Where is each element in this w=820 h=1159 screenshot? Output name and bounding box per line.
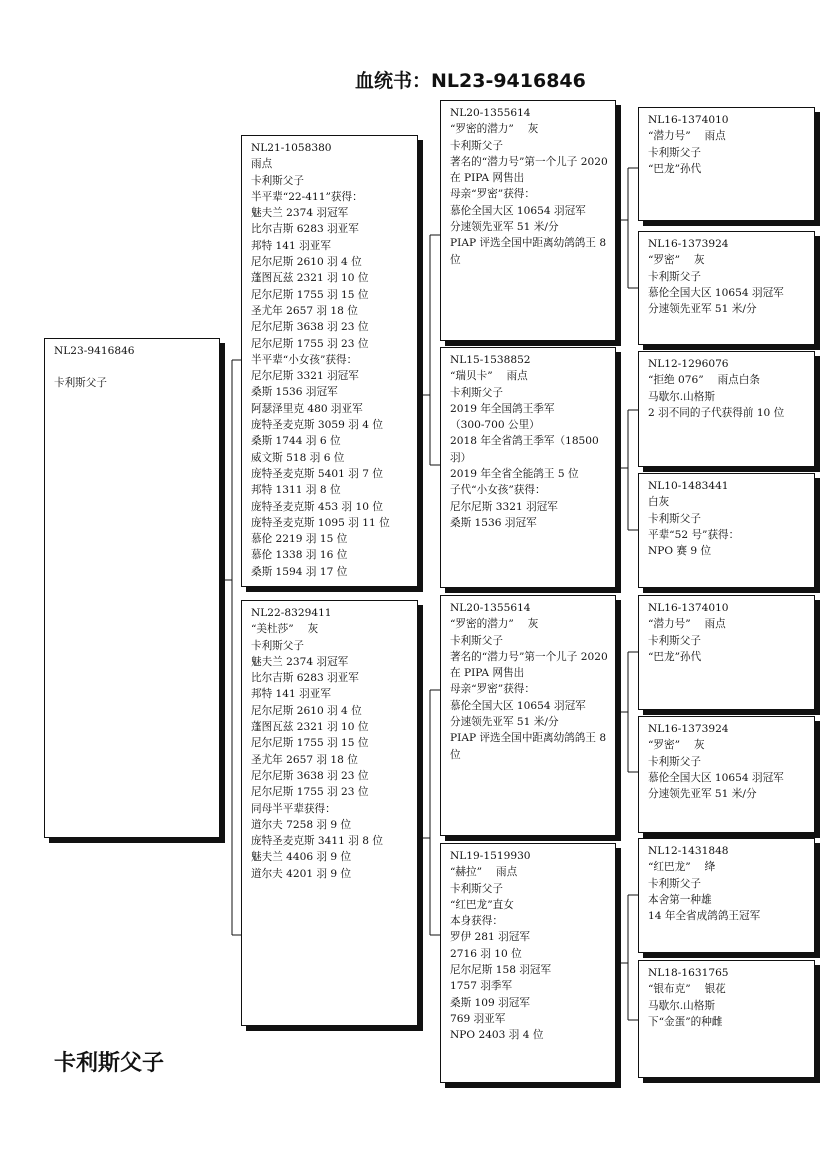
pedigree-detail-line: “红巴龙”直女 [450, 898, 514, 911]
page-title: 血统书：NL23-9416846 [355, 70, 586, 92]
pedigree-detail-line: 2019 年全国鸽王季军 [450, 402, 555, 415]
pedigree-detail-line: 尼尔尼斯 2610 羽 4 位 [251, 704, 362, 717]
ring-number: NL22-8329411 [251, 607, 332, 619]
grandparent-card [440, 347, 616, 588]
pedigree-detail-line: “潜力号” 雨点 [648, 618, 726, 631]
pedigree-detail-line: 桑斯 1536 羽冠军 [251, 386, 338, 399]
pedigree-detail-line: 尼尔尼斯 3638 羽 23 位 [251, 321, 369, 334]
ring-number: NL18-1631765 [648, 967, 729, 979]
pedigree-detail-line: “红巴龙” 绛 [648, 861, 716, 874]
great-grandparent-card [638, 960, 815, 1078]
pedigree-detail-line: 尼尔尼斯 158 羽冠军 [450, 964, 552, 977]
pedigree-detail-line: 分速领先亚军 51 米/分 [450, 221, 559, 234]
pedigree-detail-line: （300-700 公里） [450, 419, 540, 432]
pedigree-detail-line: 分速领先亚军 51 米/分 [450, 716, 559, 729]
pedigree-detail-line: 威文斯 518 羽 6 位 [251, 451, 345, 464]
pedigree-detail-line: 圣尤年 2657 羽 18 位 [251, 304, 358, 317]
great-grandparent-card [638, 231, 815, 345]
pedigree-detail-line: 尼尔尼斯 3321 羽冠军 [251, 370, 359, 383]
great-grandparent-card [638, 838, 815, 953]
ring-number: NL20-1355614 [450, 107, 531, 119]
pedigree-detail-line: 尼尔尼斯 3321 羽冠军 [450, 500, 558, 513]
ring-number: NL10-1483441 [648, 480, 729, 492]
pedigree-detail-line: 尼尔尼斯 1755 羽 23 位 [251, 337, 369, 350]
pedigree-detail-line: 尼尔尼斯 1755 羽 15 位 [251, 288, 369, 301]
ring-number: NL12-1296076 [648, 358, 729, 370]
grandparent-card [440, 843, 616, 1083]
pedigree-detail-line: 母亲“罗密”获得： [450, 188, 535, 201]
pedigree-detail-line: 慕伦全国大区 10654 羽冠军 [648, 771, 784, 784]
pedigree-detail-line: PIAP 评选全国中距离幼鸽鸽王 8 位 [450, 732, 607, 761]
grandparent-card [440, 595, 616, 836]
pedigree-detail-line: 卡利斯父子 [648, 755, 701, 768]
pedigree-detail-line: 卡利斯父子 [251, 174, 304, 187]
pedigree-detail-line: NPO 赛 9 位 [648, 545, 712, 558]
pedigree-detail-line: 魅夫兰 4406 羽 9 位 [251, 851, 352, 864]
pedigree-detail-line: 桑斯 1536 羽冠军 [450, 516, 537, 529]
sire-card [241, 135, 418, 587]
ring-number: NL16-1374010 [648, 602, 729, 614]
pedigree-detail-line: PIAP 评选全国中距离幼鸽鸽王 8 位 [450, 237, 607, 266]
pedigree-detail-line: 本身获得： [450, 915, 503, 928]
great-grandparent-card [638, 107, 815, 221]
pedigree-detail-line: 同母半平辈获得： [251, 802, 336, 815]
pedigree-detail-line: 尼尔尼斯 3638 羽 23 位 [251, 769, 369, 782]
pedigree-detail-line: “巴龙”孙代 [648, 162, 702, 175]
pedigree-detail-line: 邦特 141 羽亚军 [251, 239, 331, 252]
pedigree-detail-line: 尼尔尼斯 1755 羽 23 位 [251, 786, 369, 799]
pedigree-detail-line: 圣尤年 2657 羽 18 位 [251, 753, 358, 766]
pedigree-detail-line: 白灰 [648, 496, 670, 509]
great-grandparent-card [638, 716, 815, 833]
pedigree-detail-line: 邦特 141 羽亚军 [251, 688, 331, 701]
pedigree-detail-line: “罗密的潜力” 灰 [450, 618, 539, 631]
pedigree-detail-line: “瑞贝卡” 雨点 [450, 370, 528, 383]
pedigree-detail-line: 分速领先亚军 51 米/分 [648, 788, 757, 801]
ring-number: NL23-9416846 [54, 345, 135, 357]
great-grandparent-card [638, 473, 815, 588]
pedigree-detail-line: “潜力号” 雨点 [648, 130, 726, 143]
pedigree-detail-line: 2716 羽 10 位 [450, 947, 522, 960]
pedigree-detail-line: 慕伦全国大区 10654 羽冠军 [450, 699, 586, 712]
pedigree-detail-line: 慕伦全国大区 10654 羽冠军 [450, 204, 586, 217]
pedigree-detail-line: 半平辈“小女孩”获得： [251, 353, 358, 366]
pedigree-detail-line: 慕伦 2219 羽 15 位 [251, 533, 348, 546]
pedigree-detail-line: 慕伦 1338 羽 16 位 [251, 549, 348, 562]
pedigree-detail-line: 卡利斯父子 [450, 386, 503, 399]
pedigree-detail-line: 罗伊 281 羽冠军 [450, 931, 530, 944]
pedigree-detail-line: 马歇尔.山格斯 [648, 999, 715, 1012]
pedigree-detail-line: “赫拉” 雨点 [450, 866, 518, 879]
pedigree-detail-line: 比尔吉斯 6283 羽亚军 [251, 672, 359, 685]
pedigree-detail-line: NPO 2403 羽 4 位 [450, 1029, 544, 1042]
pedigree-detail-line: “美杜莎” 灰 [251, 623, 319, 636]
pedigree-detail-line: 母亲“罗密”获得： [450, 683, 535, 696]
great-grandparent-card [638, 595, 815, 710]
pedigree-detail-line: 平辈“52 号”获得： [648, 528, 740, 541]
pedigree-detail-line: 庞特圣麦克斯 1095 羽 11 位 [251, 516, 390, 529]
pedigree-detail-line: 14 年全省成鸽鸽王冠军 [648, 910, 761, 923]
pedigree-detail-line: 卡利斯父子 [648, 512, 701, 525]
pedigree-detail-line: 马歇尔.山格斯 [648, 390, 715, 403]
pedigree-detail-line: 桑斯 1594 羽 17 位 [251, 565, 348, 578]
dam-card [241, 600, 418, 1026]
ring-number: NL15-1538852 [450, 354, 531, 366]
pedigree-detail-line: 半平辈“22-411”获得： [251, 190, 363, 203]
pedigree-detail-line: 卡利斯父子 [450, 634, 503, 647]
pedigree-detail-line: 魅夫兰 2374 羽冠军 [251, 655, 349, 668]
pedigree-detail-line: 卡利斯父子 [648, 146, 701, 159]
pedigree-detail-line: 慕伦全国大区 10654 羽冠军 [648, 286, 784, 299]
pedigree-detail-line: 雨点 [251, 158, 273, 171]
pedigree-detail-line: 769 羽亚军 [450, 1012, 506, 1025]
pedigree-detail-line: 卡利斯父子 [450, 882, 503, 895]
pedigree-detail-line: 比尔吉斯 6283 羽亚军 [251, 223, 359, 236]
pedigree-detail-line: 子代“小女孩”获得： [450, 484, 546, 497]
ring-number: NL12-1431848 [648, 845, 729, 857]
pedigree-detail-line: 本舍第一种雄 [648, 893, 712, 906]
pedigree-detail-line: 分速领先亚军 51 米/分 [648, 303, 757, 316]
ring-number: NL16-1373924 [648, 723, 729, 735]
pedigree-detail-line: 魅夫兰 2374 羽冠军 [251, 207, 349, 220]
great-grandparent-card [638, 351, 815, 467]
pedigree-detail-line: 桑斯 109 羽冠军 [450, 996, 530, 1009]
pedigree-detail-line: 蓬图瓦兹 2321 羽 10 位 [251, 272, 369, 285]
pedigree-detail-line: 2019 年全省全能鸽王 5 位 [450, 468, 579, 481]
ring-number: NL19-1519930 [450, 850, 531, 862]
pedigree-detail-line: 尼尔尼斯 1755 羽 15 位 [251, 737, 369, 750]
pedigree-detail-line: “银布克” 银花 [648, 983, 726, 996]
pedigree-detail-line: 桑斯 1744 羽 6 位 [251, 435, 341, 448]
pedigree-detail-line: 卡利斯父子 [251, 639, 304, 652]
ring-number: NL16-1374010 [648, 114, 729, 126]
pedigree-detail-line: 卡利斯父子 [648, 270, 701, 283]
pedigree-detail-line: 1757 羽季军 [450, 980, 513, 993]
breeder-name: 卡利斯父子 [54, 1051, 165, 1076]
ring-number: NL21-1058380 [251, 142, 332, 154]
pedigree-detail-line: 庞特圣麦克斯 5401 羽 7 位 [251, 467, 383, 480]
pedigree-detail-line: “罗密” 灰 [648, 254, 705, 267]
pedigree-detail-line: 卡利斯父子 [450, 139, 503, 152]
ring-number: NL20-1355614 [450, 602, 531, 614]
root-pigeon-card [44, 338, 220, 838]
pedigree-detail-line: 2 羽不同的子代获得前 10 位 [648, 406, 785, 419]
pedigree-detail-line: 道尔夫 7258 羽 9 位 [251, 818, 352, 831]
pedigree-detail-line: 阿瑟泽里克 480 羽亚军 [251, 402, 363, 415]
pedigree-detail-line: “罗密的潜力” 灰 [450, 123, 539, 136]
pedigree-detail-line: 邦特 1311 羽 8 位 [251, 484, 341, 497]
pedigree-detail-line: 著名的“潜力号”第一个儿子 2020 在 PIPA 网售出 [450, 650, 608, 680]
pedigree-detail-line: 2018 年全省鸽王季军（18500 羽） [450, 435, 599, 464]
pedigree-detail-line: 尼尔尼斯 2610 羽 4 位 [251, 256, 362, 269]
pedigree-detail-line: 卡利斯父子 [648, 877, 701, 890]
pedigree-detail-line: “拒绝 076” 雨点白条 [648, 374, 760, 387]
pedigree-detail-line: 庞特圣麦克斯 453 羽 10 位 [251, 500, 383, 513]
pedigree-detail-line: 庞特圣麦克斯 3411 羽 8 位 [251, 835, 383, 848]
pedigree-detail-line: “罗密” 灰 [648, 739, 705, 752]
pedigree-detail-line: 卡利斯父子 [648, 634, 701, 647]
pedigree-detail-line: 著名的“潜力号”第一个儿子 2020 在 PIPA 网售出 [450, 155, 608, 185]
pedigree-detail-line: 庞特圣麦克斯 3059 羽 4 位 [251, 419, 383, 432]
ring-number: NL16-1373924 [648, 238, 729, 250]
owner: 卡利斯父子 [54, 377, 107, 390]
pedigree-detail-line: “巴龙”孙代 [648, 650, 702, 663]
grandparent-card [440, 100, 616, 341]
pedigree-detail-line: 蓬图瓦兹 2321 羽 10 位 [251, 721, 369, 734]
pedigree-detail-line: 下“金蛋”的种雌 [648, 1015, 723, 1028]
pedigree-detail-line: 道尔夫 4201 羽 9 位 [251, 867, 352, 880]
